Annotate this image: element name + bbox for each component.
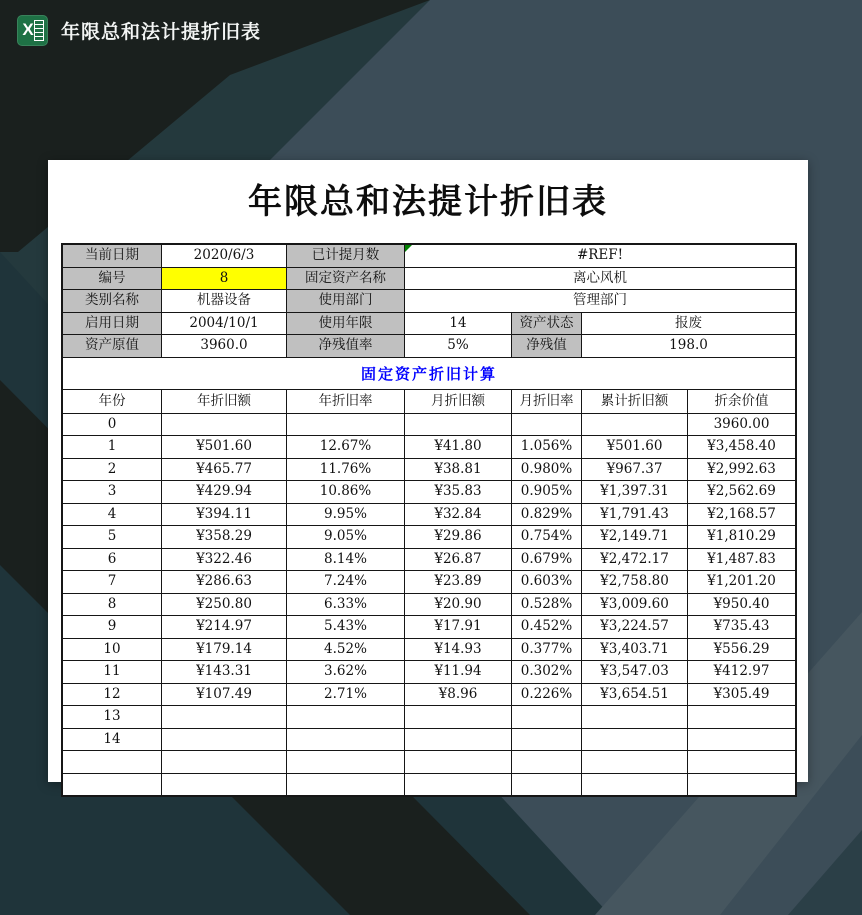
calc-header-cell[interactable]: 年折旧额 — [162, 390, 287, 413]
calc-cell[interactable]: 12 — [63, 684, 162, 706]
table-row — [63, 481, 795, 504]
info-value-cell[interactable]: 离心风机 — [405, 268, 795, 290]
calc-header-cell[interactable]: 累计折旧额 — [582, 390, 688, 413]
calc-cell[interactable] — [688, 706, 795, 728]
calc-cell[interactable]: ¥950.40 — [688, 594, 795, 616]
calc-cell[interactable]: ¥1,791.43 — [582, 504, 688, 526]
calc-cell[interactable]: ¥3,224.57 — [582, 616, 688, 638]
info-label-cell[interactable]: 启用日期 — [63, 313, 162, 335]
calc-cell[interactable]: 3.62% — [287, 661, 405, 683]
calc-cell[interactable]: 0.980% — [512, 459, 582, 481]
calc-cell[interactable]: ¥26.87 — [405, 549, 512, 571]
calc-cell[interactable]: ¥501.60 — [582, 436, 688, 458]
calc-cell[interactable]: ¥394.11 — [162, 504, 287, 526]
calc-cell[interactable]: 9 — [63, 616, 162, 638]
calc-cell[interactable]: 9.95% — [287, 504, 405, 526]
calc-cell[interactable]: 11.76% — [287, 459, 405, 481]
calc-cell[interactable]: ¥41.80 — [405, 436, 512, 458]
info-value-cell[interactable]: 机器设备 — [162, 290, 287, 312]
section-title-row — [63, 358, 795, 390]
table-row — [63, 751, 795, 774]
calc-cell[interactable]: 0.452% — [512, 616, 582, 638]
table-row — [63, 661, 795, 684]
calc-cell[interactable]: ¥20.90 — [405, 594, 512, 616]
info-label-cell[interactable]: 净残值率 — [287, 335, 405, 357]
calc-cell[interactable] — [688, 774, 795, 796]
info-value-cell[interactable]: 2004/10/1 — [162, 313, 287, 335]
table-row — [63, 639, 795, 662]
calc-cell[interactable]: ¥32.84 — [405, 504, 512, 526]
calc-cell[interactable]: 0.302% — [512, 661, 582, 683]
calc-cell[interactable] — [512, 414, 582, 436]
calc-cell[interactable] — [582, 774, 688, 796]
calc-cell[interactable]: 3960.00 — [688, 414, 795, 436]
table-row — [63, 504, 795, 527]
info-value-cell[interactable]: 5% — [405, 335, 512, 357]
calc-cell[interactable]: ¥3,009.60 — [582, 594, 688, 616]
calc-cell[interactable]: ¥214.97 — [162, 616, 287, 638]
calc-cell[interactable] — [287, 751, 405, 773]
calc-cell[interactable]: ¥11.94 — [405, 661, 512, 683]
info-label-cell[interactable]: 固定资产名称 — [287, 268, 405, 290]
table-row — [63, 414, 795, 437]
calc-cell[interactable]: ¥1,810.29 — [688, 526, 795, 548]
calc-cell[interactable]: 11 — [63, 661, 162, 683]
info-value-cell[interactable]: 8 — [162, 268, 287, 290]
app-header — [17, 15, 261, 46]
info-label-cell[interactable]: 类别名称 — [63, 290, 162, 312]
calc-cell[interactable]: 10 — [63, 639, 162, 661]
calc-cell[interactable]: ¥38.81 — [405, 459, 512, 481]
calc-cell[interactable]: ¥35.83 — [405, 481, 512, 503]
info-label-cell[interactable]: 使用年限 — [287, 313, 405, 335]
calc-cell[interactable]: ¥2,472.17 — [582, 549, 688, 571]
calc-cell[interactable] — [688, 751, 795, 773]
calc-cell[interactable]: 4 — [63, 504, 162, 526]
info-label-cell[interactable]: 已计提月数 — [287, 245, 405, 267]
calc-cell[interactable]: ¥305.49 — [688, 684, 795, 706]
calc-cell[interactable] — [63, 774, 162, 796]
calc-cell[interactable]: 9.05% — [287, 526, 405, 548]
calc-cell[interactable]: ¥735.43 — [688, 616, 795, 638]
calc-cell[interactable] — [405, 729, 512, 751]
calc-cell[interactable] — [162, 414, 287, 436]
sheet-card — [48, 160, 808, 782]
calc-cell[interactable]: ¥250.80 — [162, 594, 287, 616]
info-label-cell[interactable]: 资产原值 — [63, 335, 162, 357]
calc-cell[interactable]: ¥14.93 — [405, 639, 512, 661]
sheet-table — [61, 243, 797, 797]
info-label-cell[interactable]: 编号 — [63, 268, 162, 290]
calc-cell[interactable]: ¥2,168.57 — [688, 504, 795, 526]
info-row — [63, 335, 795, 358]
calc-cell[interactable]: ¥23.89 — [405, 571, 512, 593]
calc-cell[interactable]: 7.24% — [287, 571, 405, 593]
calc-cell[interactable]: 0.754% — [512, 526, 582, 548]
info-value-cell[interactable]: 3960.0 — [162, 335, 287, 357]
calc-cell[interactable]: ¥3,654.51 — [582, 684, 688, 706]
calc-cell[interactable] — [287, 774, 405, 796]
info-row — [63, 245, 795, 268]
calc-cell[interactable]: 0 — [63, 414, 162, 436]
calc-cell[interactable] — [405, 414, 512, 436]
calc-cell[interactable]: 0.829% — [512, 504, 582, 526]
calc-cell[interactable]: ¥412.97 — [688, 661, 795, 683]
calc-cell[interactable]: 13 — [63, 706, 162, 728]
calc-cell[interactable]: ¥322.46 — [162, 549, 287, 571]
calc-cell[interactable]: 12.67% — [287, 436, 405, 458]
table-row — [63, 684, 795, 707]
calc-cell[interactable]: ¥1,397.31 — [582, 481, 688, 503]
calc-cell[interactable]: ¥3,403.71 — [582, 639, 688, 661]
calc-cell[interactable]: ¥29.86 — [405, 526, 512, 548]
calc-cell[interactable]: 2.71% — [287, 684, 405, 706]
calc-cell[interactable]: 14 — [63, 729, 162, 751]
calc-cell[interactable] — [512, 774, 582, 796]
calc-cell[interactable]: ¥2,992.63 — [688, 459, 795, 481]
calc-cell[interactable]: 10.86% — [287, 481, 405, 503]
calc-cell[interactable] — [405, 751, 512, 773]
calc-cell[interactable] — [162, 706, 287, 728]
calc-cell[interactable] — [162, 774, 287, 796]
excel-icon — [17, 15, 48, 46]
calc-cell[interactable] — [582, 414, 688, 436]
calc-cell[interactable]: 0.528% — [512, 594, 582, 616]
calc-cell[interactable] — [582, 751, 688, 773]
calc-cell[interactable]: 0.226% — [512, 684, 582, 706]
calc-header-cell[interactable]: 月折旧率 — [512, 390, 582, 413]
calc-cell[interactable] — [582, 706, 688, 728]
calc-cell[interactable] — [582, 729, 688, 751]
info-value-cell[interactable]: 报废 — [582, 313, 795, 335]
calc-cell[interactable]: ¥501.60 — [162, 436, 287, 458]
calc-header-cell[interactable]: 年折旧率 — [287, 390, 405, 413]
app-title: 年限总和法计提折旧表 — [61, 22, 262, 43]
calc-cell[interactable]: ¥286.63 — [162, 571, 287, 593]
info-row — [63, 290, 795, 313]
calc-cell[interactable] — [162, 751, 287, 773]
calc-cell[interactable] — [405, 706, 512, 728]
calc-header-row — [63, 390, 795, 414]
calc-cell[interactable]: ¥107.49 — [162, 684, 287, 706]
calc-header-cell[interactable]: 月折旧额 — [405, 390, 512, 413]
table-row — [63, 706, 795, 729]
table-row — [63, 459, 795, 482]
calc-cell[interactable]: ¥179.14 — [162, 639, 287, 661]
calc-header-cell[interactable]: 折余价值 — [688, 390, 795, 413]
calc-cell[interactable] — [287, 414, 405, 436]
calc-cell[interactable]: 5.43% — [287, 616, 405, 638]
info-value-cell[interactable]: 2020/6/3 — [162, 245, 287, 267]
calc-cell[interactable] — [287, 706, 405, 728]
info-label-cell[interactable]: 净残值 — [512, 335, 582, 357]
calc-cell[interactable]: 0.603% — [512, 571, 582, 593]
calc-cell[interactable]: ¥2,149.71 — [582, 526, 688, 548]
excel-icon-x-glyph: X — [22, 20, 34, 39]
calc-cell[interactable]: ¥8.96 — [405, 684, 512, 706]
calc-cell[interactable] — [512, 729, 582, 751]
calc-cell[interactable] — [512, 706, 582, 728]
section-title: 固定资产折旧计算 — [360, 364, 497, 383]
table-row — [63, 549, 795, 572]
calc-cell[interactable]: ¥429.94 — [162, 481, 287, 503]
calc-cell[interactable]: 5 — [63, 526, 162, 548]
info-row — [63, 313, 795, 336]
calc-cell[interactable]: ¥17.91 — [405, 616, 512, 638]
calc-cell[interactable]: ¥1,201.20 — [688, 571, 795, 593]
calc-cell[interactable]: 8.14% — [287, 549, 405, 571]
calc-cell[interactable]: 4.52% — [287, 639, 405, 661]
info-value-cell[interactable]: #REF! — [405, 245, 795, 267]
calc-cell[interactable]: ¥465.77 — [162, 459, 287, 481]
calc-cell[interactable]: ¥967.37 — [582, 459, 688, 481]
info-label-cell[interactable]: 当前日期 — [63, 245, 162, 267]
info-value-cell[interactable]: 14 — [405, 313, 512, 335]
calc-cell[interactable]: ¥143.31 — [162, 661, 287, 683]
calc-cell[interactable] — [405, 774, 512, 796]
calc-cell[interactable]: 8 — [63, 594, 162, 616]
table-row — [63, 774, 795, 796]
calc-cell[interactable]: 0.377% — [512, 639, 582, 661]
calc-header-cell[interactable]: 年份 — [63, 390, 162, 413]
calc-cell[interactable]: 2 — [63, 459, 162, 481]
calc-cell[interactable]: ¥556.29 — [688, 639, 795, 661]
info-label-cell[interactable]: 使用部门 — [287, 290, 405, 312]
calc-cell[interactable] — [63, 751, 162, 773]
calc-cell[interactable]: ¥3,458.40 — [688, 436, 795, 458]
calc-cell[interactable]: 6.33% — [287, 594, 405, 616]
table-row — [63, 571, 795, 594]
error-flag-triangle — [405, 245, 412, 252]
calc-cell[interactable] — [162, 729, 287, 751]
calc-cell[interactable] — [512, 751, 582, 773]
calc-cell[interactable]: ¥3,547.03 — [582, 661, 688, 683]
calc-cell[interactable]: 6 — [63, 549, 162, 571]
table-row — [63, 729, 795, 752]
info-row — [63, 268, 795, 291]
table-row — [63, 526, 795, 549]
sheet-title: 年限总和法提计折旧表 — [248, 182, 608, 222]
calc-cell[interactable]: ¥358.29 — [162, 526, 287, 548]
info-value-cell[interactable]: 198.0 — [582, 335, 795, 357]
calc-cell[interactable]: ¥1,487.83 — [688, 549, 795, 571]
calc-cell[interactable] — [688, 729, 795, 751]
calc-cell[interactable]: 3 — [63, 481, 162, 503]
calc-cell[interactable]: ¥2,562.69 — [688, 481, 795, 503]
calc-cell[interactable]: 7 — [63, 571, 162, 593]
calc-cell[interactable]: 0.679% — [512, 549, 582, 571]
calc-cell[interactable]: 1 — [63, 436, 162, 458]
calc-cell[interactable]: ¥2,758.80 — [582, 571, 688, 593]
calc-cell[interactable] — [287, 729, 405, 751]
table-row — [63, 436, 795, 459]
info-label-cell[interactable]: 资产状态 — [512, 313, 582, 335]
calc-cell[interactable]: 1.056% — [512, 436, 582, 458]
calc-cell[interactable]: 0.905% — [512, 481, 582, 503]
info-value-cell[interactable]: 管理部门 — [405, 290, 795, 312]
table-row — [63, 594, 795, 617]
table-row — [63, 616, 795, 639]
